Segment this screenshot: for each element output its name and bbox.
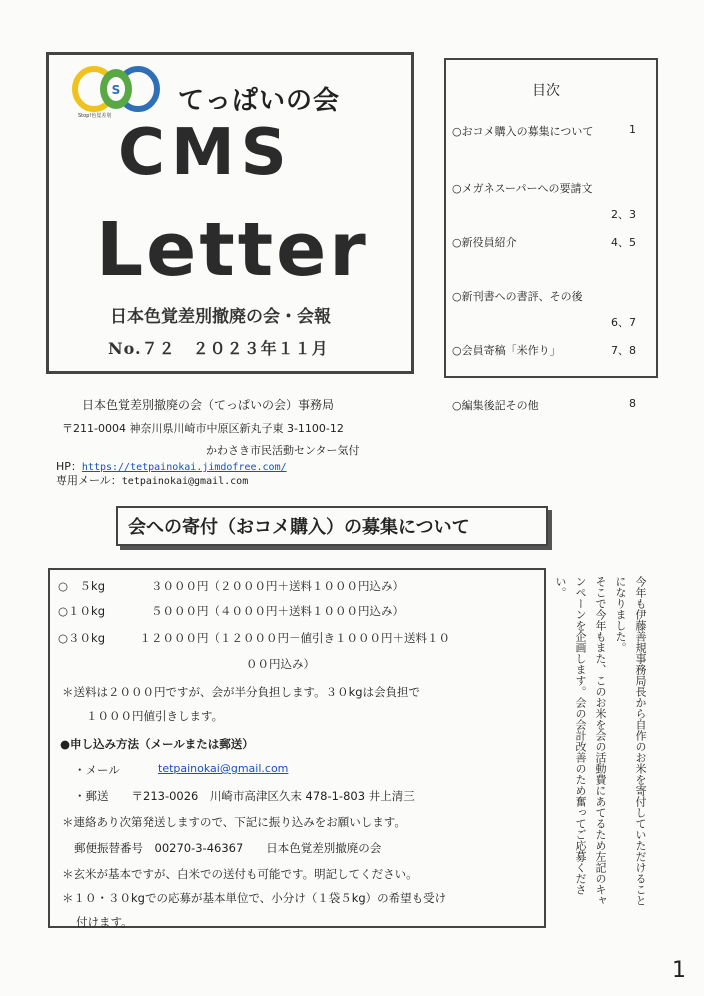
apply-mail-link[interactable]: tetpainokai@gmail.com (158, 762, 289, 775)
apply-post: ・郵送 〒213-0026 川崎市高津区久末 478-1-803 井上清三 (74, 789, 415, 803)
office-name: 日本色覚差別撤廃の会（てっぱいの会）事務局 (82, 398, 335, 412)
offer-line-5kg: ○ ５kg ３０００円（２０００円＋送料１０００円込み） (58, 579, 404, 593)
office-email: tetpainokai@gmail.com (121, 476, 249, 487)
svg-text:S: S (111, 83, 121, 97)
toc-item: ○新役員紹介 (452, 236, 517, 249)
payment-note: ＊連絡あり次第発送しますので、下記に振り込みをお願いします。 (62, 815, 406, 829)
toc-page: 7、8 (611, 344, 636, 357)
org-name: てっぱいの会 (178, 86, 341, 116)
newsletter-title-letter: Letter (96, 207, 369, 293)
offer-line-30kg: ○３０kg １２０００円（１２０００円－値引き１０００円＋送料１０ (58, 631, 450, 645)
toc-item: ○編集後記その他 (452, 399, 539, 412)
intro-vertical-text (550, 576, 650, 906)
toc-item: ○会員寄稿「米作り」 (452, 344, 561, 357)
page-number: 1 (672, 958, 686, 983)
shipping-note: ＊送料は２０００円ですが、会が半分負担します。３０kgは会負担で (62, 685, 421, 699)
homepage-label: HP： (56, 460, 82, 473)
offer-line-30kg-cont: ００円込み） (246, 657, 315, 671)
apply-mail-label: ・メール (74, 763, 120, 777)
toc-page: 6、7 (611, 316, 636, 329)
intro-paragraph: 今年も伊藤善規事務局長から自作のお米を寄付していただけることになりました。 (614, 576, 647, 906)
email-line (56, 472, 248, 488)
logo-caption: Stop!色覚差別 (78, 113, 112, 119)
toc-page: 4、5 (611, 236, 636, 249)
intro-paragraph: そこで今年もまた、このお米を会の活動費にあてるため左記のキャンペーンを企画します。会の会計改善のため奮ってご応募ください。 (554, 576, 607, 906)
toc-item: ○新刊書への書評、その後 (452, 290, 583, 303)
newsletter-title-cms: CMS (118, 116, 293, 190)
shipping-note-cont: １０００円値引きします。 (86, 709, 224, 723)
postal-transfer: 郵便振替番号 00270-3-46367 日本色覚差別撤廃の会 (74, 841, 382, 855)
email-label: 専用メール： (56, 474, 122, 487)
unit-note: ＊１０・３０kgでの応募が基本単位で、小分け（１袋５kg）の希望も受け (62, 891, 447, 905)
toc-title: 目次 (532, 83, 560, 99)
toc-page: 2、3 (611, 208, 636, 221)
office-address: 〒211-0004 神奈川県川崎市中原区新丸子東 3-1100-12 (62, 422, 344, 435)
section-heading: 会への寄付（おコメ購入）の募集について (128, 517, 470, 538)
apply-method: ●申し込み方法（メールまたは郵送） (60, 737, 254, 751)
toc-page: 8 (629, 397, 636, 410)
toc-item: ○おコメ購入の募集について (452, 125, 594, 138)
unit-note-cont: 付けます。 (76, 915, 133, 929)
org-logo (72, 65, 160, 115)
issue-number: No.７２ ２０２３年１１月 (108, 339, 329, 358)
newsletter-subtitle: 日本色覚差別撤廃の会・会報 (110, 307, 331, 327)
homepage-link[interactable]: https://tetpainokai.jimdofree.com/ (81, 462, 287, 473)
rice-type-note: ＊玄米が基本ですが、白米での送付も可能です。明記してください。 (62, 867, 418, 881)
toc-page: 1 (629, 123, 636, 136)
offer-line-10kg: ○１０kg ５０００円（４０００円＋送料１０００円込み） (58, 604, 404, 618)
toc-item: ○メガネスーパーへの要請文 (452, 182, 593, 195)
office-care-of: かわさき市民活動センター気付 (206, 444, 360, 457)
